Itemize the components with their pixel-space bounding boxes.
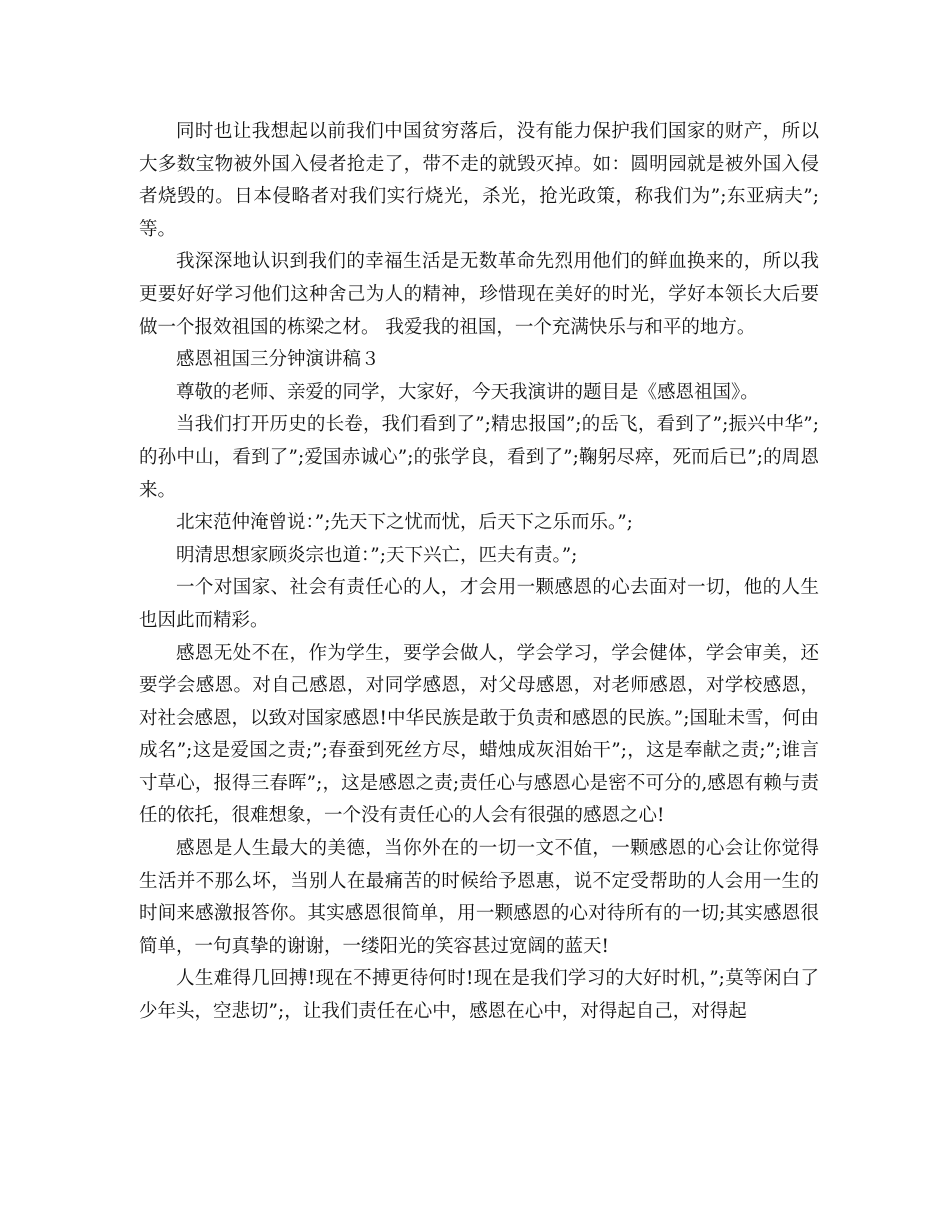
paragraph: 尊敬的老师、亲爱的同学，大家好，今天我演讲的题目是《感恩祖国》。: [176, 381, 759, 403]
paragraph: 当我们打开历史的长卷，我们看到了”;精忠报国”;的岳飞，看到了”;振兴中华”;的孙中山，看到了”;爱国赤诚心”;的张学良，看到了”;鞠躬尽瘁，死而后已”;的周恩来。: [139, 414, 819, 501]
paragraph: 同时也让我想起以前我们中国贫穷落后，没有能力保护我们国家的财产，所以大多数宝物被外国入侵者抢走了，带不走的就毁灭掉。如：圆明园就是被外国入侵者烧毁的。日本侵略者对我们实行烧光，杀光，抢光政策，称我们为”;东亚病夫”;等。: [139, 121, 819, 240]
paragraph: 一个对国家、社会有责任心的人，才会用一颗感恩的心去面对一切，他的人生也因此而精彩。: [139, 577, 819, 631]
paragraph: 人生难得几回搏!现在不搏更待何时!现在是我们学习的大好时机，”;莫等闲白了少年头，空悲切”;，让我们责任在心中，感恩在心中，对得起自己，对得起: [139, 968, 819, 1023]
section-heading: 感恩祖国三分钟演讲稿３: [176, 349, 380, 371]
document-body: [139, 116, 819, 1029]
paragraph: 感恩无处不在，作为学生，要学会做人，学会学习，学会健体，学会审美，还要学会感恩。对自己感恩，对同学感恩，对父母感恩，对老师感恩，对学校感恩，对社会感恩，以致对国家感恩!中华民族是敢于负责和感恩的民族。”;国耻未雪，何由成名”;这是爱国之责;”;春蚕到死丝方尽，蜡烛成灰泪始干”;，这是奉献之责;”;谁言寸草心，报得三春晖”;，这是感恩之责;责任心与感恩心是密不可分的,感恩有赖与责任的依托，很难想象，一个没有责任心的人会有很强的感恩之心!: [139, 642, 819, 827]
paragraph: 我深深地认识到我们的幸福生活是无数革命先烈用他们的鲜血换来的，所以我更要好好学习他们这种舍己为人的精神，珍惜现在美好的时光，学好本领长大后要做一个报效祖国的栋梁之材。 我爱我的祖国，一个充满快乐与和平的地方。: [139, 251, 819, 338]
paragraph: 感恩是人生最大的美德，当你外在的一切一文不值，一颗感恩的心会让你觉得生活并不那么坏，当别人在最痛苦的时候给予恩惠，说不定受帮助的人会用一生的时间来感激报答你。其实感恩很简单，用一颗感恩的心对待所有的一切;其实感恩很简单，一句真挚的谢谢，一缕阳光的笑容甚过宽阔的蓝天!: [139, 838, 819, 957]
paragraph: 北宋范仲淹曾说：”;先天下之忧而忧，后天下之乐而乐。”;: [176, 512, 633, 534]
paragraph: 明清思想家顾炎宗也道：”;天下兴亡，匹夫有责。”;: [176, 544, 578, 566]
